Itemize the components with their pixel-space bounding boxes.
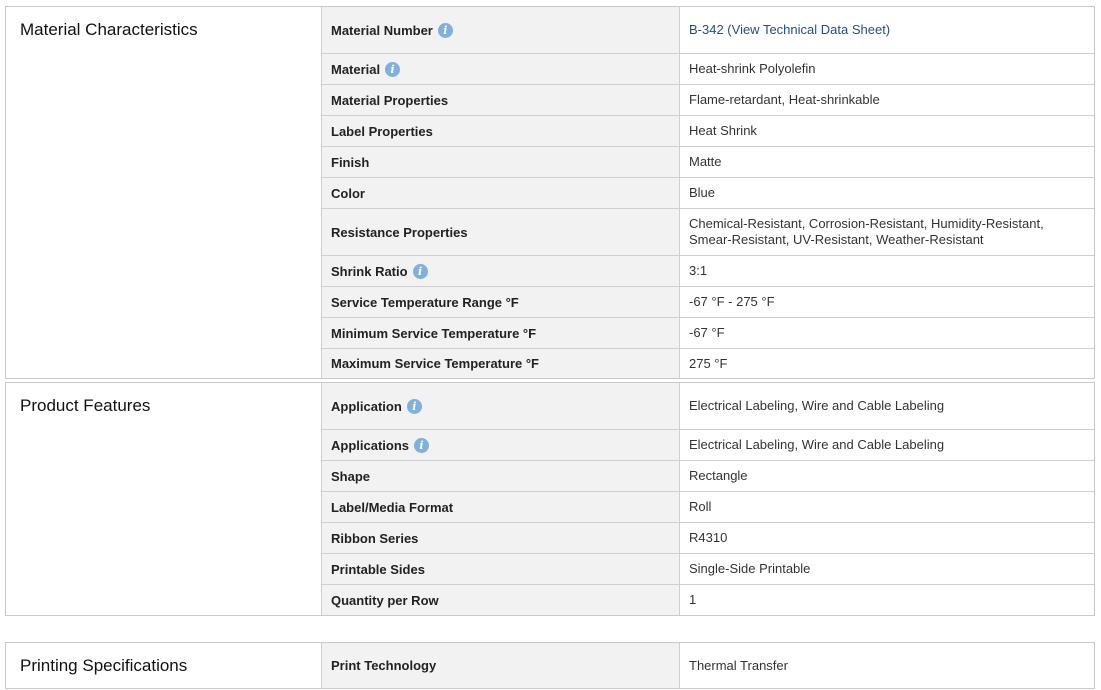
- spec-row: [321, 643, 1094, 688]
- spec-value: 3:1: [689, 263, 708, 278]
- section-product-features: [5, 382, 1095, 616]
- spec-row: [321, 383, 1094, 430]
- spec-row: [321, 492, 1094, 523]
- spec-value: R4310: [689, 530, 728, 545]
- spec-row: [321, 554, 1094, 585]
- spec-value: Thermal Transfer: [689, 657, 788, 673]
- spec-label: Material Properties: [321, 85, 680, 115]
- spec-value: 275 °F: [689, 355, 728, 371]
- spec-label: Printable Sides: [321, 554, 680, 584]
- info-icon[interactable]: i: [414, 438, 429, 453]
- spec-label: Label/Media Format: [321, 492, 680, 522]
- spec-row: [321, 585, 1094, 615]
- spec-row: [321, 461, 1094, 492]
- spec-value: 1: [689, 592, 697, 607]
- spec-value: -67 °F - 275 °F: [689, 294, 775, 309]
- spec-label: Resistance Properties: [321, 209, 680, 255]
- spec-value: Flame-retardant, Heat-shrinkable: [689, 92, 880, 107]
- spec-row: [321, 7, 1094, 54]
- spec-label: Print Technology: [321, 643, 680, 688]
- spec-value: -67 °F: [689, 325, 725, 340]
- spec-row: [321, 54, 1094, 85]
- spec-label: Material: [331, 61, 381, 77]
- spec-label: Ribbon Series: [321, 523, 680, 553]
- spec-row: [321, 318, 1094, 349]
- spec-row: [321, 147, 1094, 178]
- spec-value: Chemical-Resistant, Corrosion-Resistant, Humidity-Resistant, Smear-Resistant, UV-Resistant, Weather-Resistant: [689, 216, 1044, 247]
- spec-row: [321, 209, 1094, 256]
- spec-value: Blue: [689, 185, 716, 200]
- spec-label: Service Temperature Range °F: [321, 287, 680, 317]
- spec-label: Material Number: [331, 22, 433, 38]
- section-title: Product Features: [20, 396, 151, 415]
- spec-value: Matte: [689, 154, 722, 169]
- spec-label: Minimum Service Temperature °F: [321, 318, 680, 348]
- spec-label: Application: [331, 398, 402, 414]
- section-title: Material Characteristics: [20, 20, 198, 39]
- spec-row: [321, 85, 1094, 116]
- spec-row: [321, 256, 1094, 287]
- spec-row: [321, 287, 1094, 318]
- spec-value: Roll: [689, 499, 712, 514]
- spec-value: Electrical Labeling, Wire and Cable Labeling: [689, 437, 945, 452]
- spec-label: Label Properties: [321, 116, 680, 146]
- spec-label: Color: [321, 178, 680, 208]
- spec-label: Applications: [331, 437, 410, 453]
- section-title: Printing Specifications: [20, 656, 188, 675]
- spec-row: [321, 523, 1094, 554]
- spec-label: Quantity per Row: [321, 585, 680, 615]
- info-icon[interactable]: i: [438, 23, 453, 38]
- spec-value: Heat-shrink Polyolefin: [689, 61, 816, 76]
- info-icon[interactable]: i: [385, 62, 400, 77]
- spec-value: Rectangle: [689, 468, 748, 483]
- spec-value: Single-Side Printable: [689, 561, 811, 576]
- technical-data-sheet-link[interactable]: B-342 (View Technical Data Sheet): [689, 22, 891, 37]
- spec-row: [321, 178, 1094, 209]
- spec-label: Maximum Service Temperature °F: [321, 349, 680, 378]
- spec-value: Electrical Labeling, Wire and Cable Labeling: [689, 398, 945, 413]
- spec-value: Heat Shrink: [689, 123, 757, 138]
- info-icon[interactable]: i: [413, 264, 428, 279]
- section-material-characteristics: [5, 6, 1095, 379]
- spec-label: Shrink Ratio: [331, 263, 408, 279]
- spec-label: Finish: [321, 147, 680, 177]
- spec-row: [321, 349, 1094, 378]
- section-printing-specifications: [5, 642, 1095, 689]
- spec-row: [321, 116, 1094, 147]
- spec-label: Shape: [321, 461, 680, 491]
- spec-row: [321, 430, 1094, 461]
- info-icon[interactable]: i: [407, 399, 422, 414]
